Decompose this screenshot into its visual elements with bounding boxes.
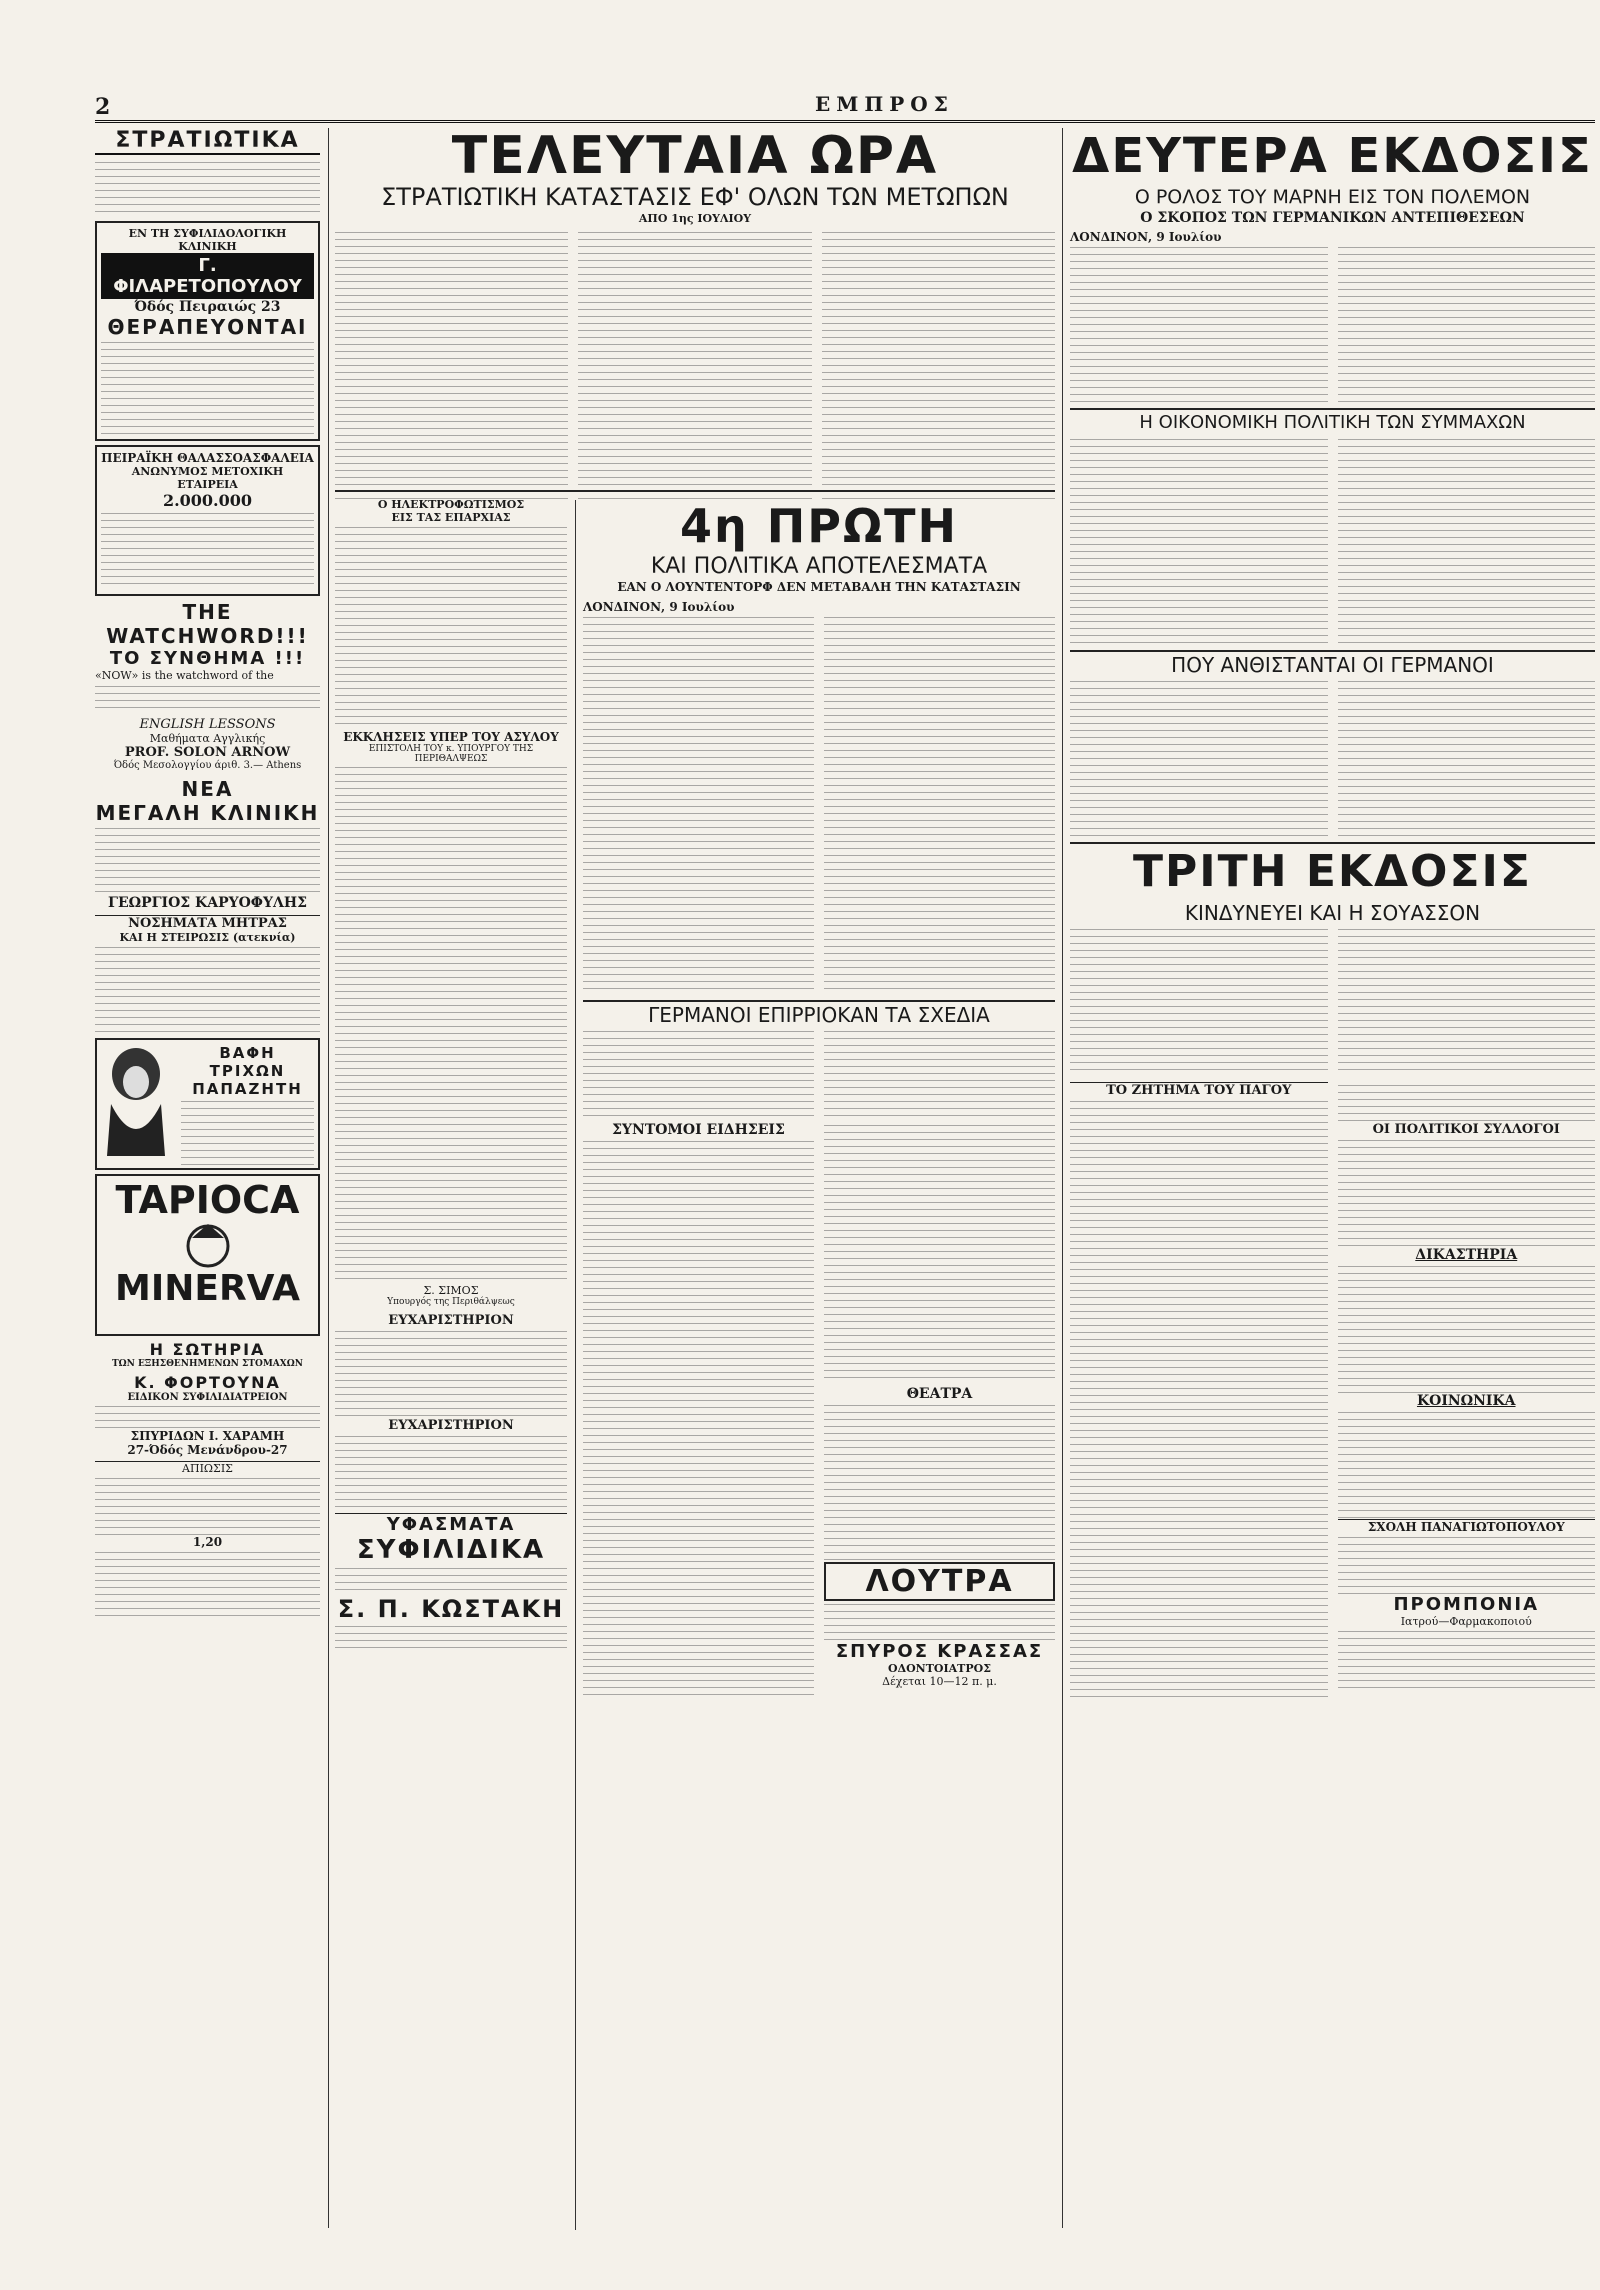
text-block <box>1070 1098 1328 1698</box>
last-hour-section <box>335 128 1055 499</box>
text-block <box>824 1028 1055 1118</box>
text-block <box>583 614 814 994</box>
text-block <box>1338 1082 1596 1122</box>
eparxies-heading: ΕΙΣ ΤΑΣ ΕΠΑΡΧΙΑΣ <box>391 511 511 524</box>
date-line: ΑΠΟ 1ης ΙΟΥΛΙΟΥ <box>638 212 752 225</box>
text-block <box>1070 926 1328 1076</box>
triti-ekdosis-headline: ΤΡΙΤΗ ΕΚΔΟΣΙΣ <box>1070 842 1595 900</box>
teleutaia-ora-headline: ΤΕΛΕΥΤΑΙΑ ΩΡΑ <box>451 126 939 186</box>
deftera-ekdosis-headline: ΔΕΥΤΕΡΑ ΕΚΔΟΣΙΣ <box>1072 128 1593 184</box>
column-divider <box>1062 128 1063 2228</box>
koinonika-heading: ΚΟΙΝΩΝΙΚΑ <box>1416 1393 1516 1409</box>
text-block <box>1338 244 1596 404</box>
insurance-sub: ΑΝΩΝΥΜΟΣ ΜΕΤΟΧΙΚΗ ΕΤΑΙΡΕΙΑ <box>131 465 284 491</box>
text-block <box>95 683 320 713</box>
ekklisis-heading: ΕΚΚΛΗΣΕΙΣ ΥΠΕΡ ΤΟΥ ΑΣΥΛΟΥ <box>343 730 559 744</box>
text-block <box>1338 1263 1596 1393</box>
text-block <box>335 1328 567 1418</box>
zitima-heading: ΤΟ ΖΗΤΗΜΑ ΤΟΥ ΠΑΓΟΥ <box>1070 1082 1328 1098</box>
fortouna: Κ. ΦΟΡΤΟΥΝΑ <box>134 1373 281 1392</box>
clinic-heal: ΘΕΡΑΠΕΥΟΝΤΑΙ <box>107 315 308 339</box>
stratiotika-heading: ΣΤΡΑΤΙΩΤΙΚΑ <box>95 128 320 155</box>
text-block <box>95 1403 320 1429</box>
text-block <box>583 1138 814 1698</box>
apiosis: ΑΠΙΩΣΙΣ <box>95 1461 320 1475</box>
text-block <box>1338 1534 1596 1594</box>
section-rule <box>335 490 1055 492</box>
text-block <box>101 510 314 590</box>
krassas-hours: Δέχεται 10—12 π. μ. <box>882 1675 997 1688</box>
text-block <box>1338 1628 1596 1688</box>
clinic-title: ΕΝ ΤΗ ΣΥΦΙΛΙΔΟΛΟΓΙΚΗ ΚΛΙΝΙΚΗ <box>128 227 287 253</box>
text-block <box>824 1402 1055 1562</box>
prices: 1,20 <box>192 1535 223 1549</box>
text-block <box>95 1475 320 1535</box>
anthistantai-heading: ΠΟΥ ΑΝΘΙΣΤΑΝΤΑΙ ΟΙ ΓΕΡΜΑΝΟΙ <box>1070 650 1595 678</box>
kostaki-ad: Σ. Π. ΚΩΣΤΑΚΗ <box>337 1595 565 1623</box>
text-block <box>1338 1409 1596 1519</box>
doctor-name: ΓΕΩΡΓΙΟΣ ΚΑΡΥΟΦΥΛΗΣ <box>108 895 307 911</box>
left-column <box>95 128 320 1619</box>
text-block <box>335 229 568 499</box>
insurance-ad <box>95 445 320 596</box>
woman-portrait-icon <box>101 1044 171 1156</box>
efxaristirion-heading: ΕΥΧΑΡΙΣΤΗΡΙΟΝ <box>388 1313 514 1328</box>
minerva-title: MINERVA <box>115 1268 300 1309</box>
english-greek: Μαθήματα Αγγλικής <box>149 732 266 745</box>
dikastiria-heading: ΔΙΚΑΣΤΗΡΙΑ <box>1415 1247 1518 1263</box>
london-dateline: ΛΟΝΔΙΝΟΝ, 9 Ιουλίου <box>1070 230 1222 244</box>
insurance-title: ΠΕΙΡΑΪΚΗ ΘΑΛΑΣΣΟΑΣΦΑΛΕΙΑ <box>101 451 314 465</box>
politika-sub: ΕΑΝ Ο ΛΟΥΝΤΕΝΤΟΡΦ ΔΕΝ ΜΕΤΑΒΑΛΗ ΤΗΝ ΚΑΤΑΣΤΑΣΙΝ <box>617 580 1021 594</box>
charami: ΣΠΥΡΙΔΩΝ Ι. ΧΑΡΑΜΗ <box>130 1429 285 1443</box>
text-block <box>1070 244 1328 404</box>
text-block <box>824 614 1055 994</box>
efxaristirion-heading-2: ΕΥΧΑΡΙΣΤΗΡΙΟΝ <box>388 1418 514 1433</box>
signature: Σ. ΣΙΜΟΣ <box>423 1284 479 1297</box>
germanoi-headline: ΓΕΡΜΑΝΟΙ ΕΠΙΡΡΙΟΚΑΝ ΤΑ ΣΧΕΔΙΑ <box>583 1000 1055 1028</box>
text-block <box>1338 436 1596 646</box>
text-block <box>824 1122 1055 1382</box>
politika-subheadline: ΚΑΙ ΠΟΛΙΤΙΚΑ ΑΠΟΤΕΛΕΣΜΑΤΑ <box>650 554 988 579</box>
text-block <box>335 764 567 1284</box>
text-block <box>824 1601 1055 1641</box>
kindynevei-heading: ΚΙΝΔΥΝΕΥΕΙ ΚΑΙ Η ΣΟΥΑΣΣΟΝ <box>1184 901 1481 925</box>
marnis-subheadline: Ο ΡΟΛΟΣ ΤΟΥ ΜΑΡΝΗ ΕΙΣ ΤΟΝ ΠΟΛΕΜΟΝ <box>1134 186 1531 208</box>
text-block <box>822 229 1055 499</box>
text-block <box>95 159 320 217</box>
epistoli-sub: ΕΠΙΣΤΟΛΗ ΤΟΥ κ. ΥΠΟΥΡΓΟΥ ΤΗΣ ΠΕΡΙΘΑΛΨΕΩΣ <box>368 744 534 764</box>
nea-heading: ΝΕΑ <box>181 777 234 801</box>
clinic-name: Γ. ΦΙΛΑΡΕΤΟΠΟΥΛΟΥ <box>101 253 314 299</box>
syfilidika-ad: ΣΥΦΙΛΙΔΙΚΑ <box>356 1535 546 1565</box>
loutra-ad: ΛΟΥΤΡΑ <box>824 1562 1055 1601</box>
promponia-ad: ΠΡΟΜΠΟΝΙΑ <box>1393 1594 1540 1615</box>
skopos-sub: Ο ΣΚΟΠΟΣ ΤΩΝ ΓΕΡΜΑΝΙΚΩΝ ΑΝΤΕΠΙΘΕΣΕΩΝ <box>1140 210 1525 226</box>
text-block <box>95 825 320 895</box>
teacher-name: PROF. SOLON ARNOW <box>124 745 291 760</box>
hair-dye-ad <box>95 1038 320 1170</box>
text-block <box>335 1565 567 1595</box>
teacher-address: Όδός Μεσολογγίου άριθ. 3.— Athens <box>113 760 302 771</box>
text-block <box>335 1433 567 1513</box>
signature-role: Υπουργός της Περιθάλψεως <box>387 1297 515 1307</box>
clinic-address: Όδός Πειραιώς 23 <box>134 299 281 315</box>
text-block <box>1070 436 1328 646</box>
stratiotiki-subheadline: ΣΤΡΑΤΙΩΤΙΚΗ ΚΑΤΑΣΤΑΣΙΣ ΕΦ' ΟΛΩΝ ΤΩΝ ΜΕΤΩΠΩΝ <box>381 183 1009 211</box>
text-block <box>181 1098 314 1168</box>
right-column <box>1070 128 1595 1698</box>
minerva-head-icon <box>178 1220 238 1270</box>
text-block <box>1338 926 1596 1076</box>
column-three <box>583 498 1055 1698</box>
ilektro-heading: Ο ΗΛΕΚΤΡΟΦΩΤΙΣΜΟΣ <box>377 498 525 511</box>
insurance-capital: 2.000.000 <box>162 491 253 510</box>
clinic-ad <box>95 221 320 441</box>
oikonomiki-heading: Η ΟΙΚΟΝΟΜΙΚΗ ΠΟΛΙΤΙΚΗ ΤΩΝ ΣΥΜΜΑΧΩΝ <box>1070 408 1595 436</box>
english-lessons: ENGLISH LESSONS <box>139 717 276 732</box>
synthima: ΤΟ ΣΥΝΘΗΜΑ !!! <box>109 648 306 669</box>
text-block <box>335 524 567 724</box>
column-two <box>335 498 567 1649</box>
politikoi-heading: ΟΙ ΠΟΛΙΤΙΚΟΙ ΣΥΛΛΟΓΟΙ <box>1372 1122 1560 1137</box>
column-divider <box>328 128 329 2228</box>
masthead <box>95 92 1595 123</box>
scholi-heading: ΣΧΟΛΗ ΠΑΝΑΓΙΩΤΟΠΟΥΛΟΥ <box>1338 1519 1596 1534</box>
paper-name: ΕΜΠΡΟΣ <box>815 92 954 116</box>
soteria: Η ΣΩΤΗΡΙΑ <box>149 1340 266 1359</box>
text-block <box>583 1028 814 1118</box>
promponia-sub: Ιατρού—Φαρμακοποιού <box>1400 1615 1532 1628</box>
text-block <box>1338 678 1596 838</box>
theatra-heading: ΘΕΑΤΡΑ <box>906 1386 973 1402</box>
krassas-ad: ΣΠΥΡΟΣ ΚΡΑΣΣΑΣ <box>835 1641 1044 1662</box>
text-block <box>95 1549 320 1619</box>
text-block <box>101 339 314 435</box>
stomach: ΤΩΝ ΕΞΗΣΘΕΝΗΜΕΝΩΝ ΣΤΟΜΑΧΩΝ <box>111 1359 304 1369</box>
diseases-sub: ΚΑΙ Η ΣΤΕΙΡΩΣΙΣ (ατεκνία) <box>119 931 296 944</box>
diseases-heading: ΝΟΣΗΜΑΤΑ ΜΗΤΡΑΣ <box>95 915 320 931</box>
krassas-sub: ΟΔΟΝΤΟΙΑΤΡΟΣ <box>887 1662 992 1675</box>
tapioca-ad <box>95 1174 320 1336</box>
watchword: THE WATCHWORD!!! <box>106 600 309 648</box>
column-divider <box>575 500 576 2230</box>
text-block <box>1070 678 1328 838</box>
tapioca-title: TAPIOCA <box>115 1178 300 1222</box>
watch-line: «NOW» is the watchword of the <box>95 669 274 682</box>
text-block <box>335 1623 567 1649</box>
dateline: ΛΟΝΔΙΝΟΝ, 9 Ιουλίου <box>583 600 735 614</box>
yfasmata-ad: ΥΦΑΣΜΑΤΑ <box>335 1513 567 1535</box>
text-block <box>1338 1137 1596 1247</box>
text-block <box>578 229 811 499</box>
proti-headline: 4η ΠΡΩΤΗ <box>680 499 958 553</box>
megali-kliniki: ΜΕΓΑΛΗ ΚΛΙΝΙΚΗ <box>95 801 320 825</box>
text-block <box>95 944 320 1034</box>
fortouna-sub: ΕΙΔΙΚΟΝ ΣΥΦΙΛΙΔΙΑΤΡΕΙΟΝ <box>127 1392 288 1403</box>
charami-address: 27-Όδός Μενάνδρου-27 <box>127 1443 288 1457</box>
hair-name: ΠΑΠΑΖΗΤΗ <box>192 1080 303 1098</box>
page-number: 2 <box>95 94 111 120</box>
syntomoi-heading: ΣΥΝΤΟΜΟΙ ΕΙΔΗΣΕΙΣ <box>612 1122 785 1138</box>
hair-title: ΒΑΦΗ ΤΡΙΧΩΝ <box>209 1044 286 1080</box>
